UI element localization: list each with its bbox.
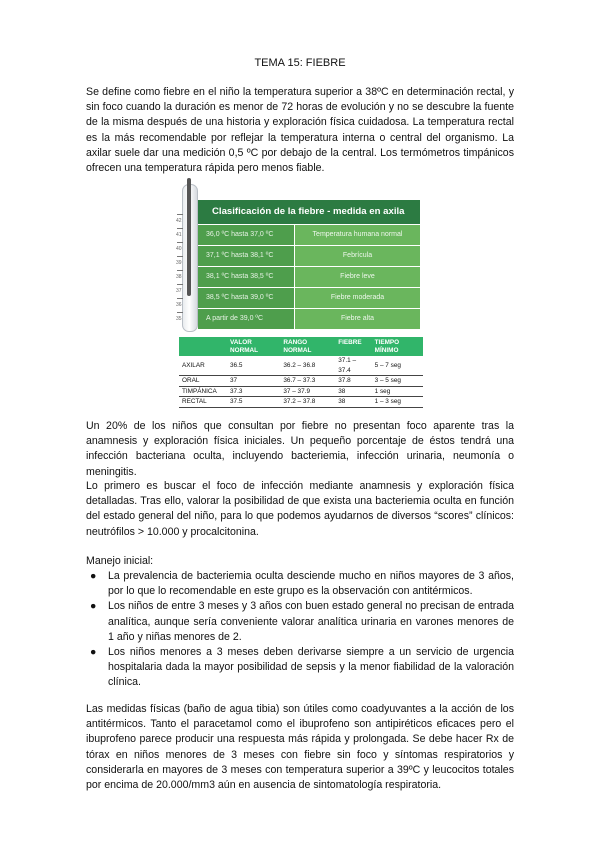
- page-title: TEMA 15: FIEBRE: [254, 57, 346, 69]
- table-cell: 38: [335, 397, 371, 408]
- classification-row: [198, 308, 420, 329]
- fever-classification-figure: [176, 178, 420, 332]
- table-cell: 37: [227, 376, 280, 387]
- table-cell: ORAL: [179, 376, 227, 387]
- occult-infection-paragraph: Un 20% de los niños que consultan por fiebre no presentan foco aparente tras la anamnesis y exploración física iniciales. Un pequeño porcentaje de éstos tendrá una infección bacteriana oculta, incluyendo bacteriemia, infección urinaria, neumonía o meningitis.: [86, 420, 514, 478]
- table-row: [179, 376, 423, 387]
- table-cell: 37.1 – 37.4: [335, 356, 371, 376]
- column-header: TIEMPO MÍNIMO: [372, 337, 423, 356]
- table-cell: AXILAR: [179, 356, 227, 376]
- table-cell: 37.2 – 37.8: [280, 397, 335, 408]
- table-header-row: [179, 337, 423, 356]
- table-cell: 5 – 7 seg: [372, 356, 423, 376]
- range-cell: 38,1 ºC hasta 38,5 ºC: [198, 267, 294, 287]
- table-row: [179, 386, 423, 397]
- table-cell: 37.8: [335, 376, 371, 387]
- column-header: VALOR NORMAL: [227, 337, 280, 356]
- physical-measures-paragraph: Las medidas físicas (baño de agua tibia) son útiles como coadyuvantes a la acción de los antitérmicos. Tanto el paracetamol como el ibuprofeno son antipiréticos eficaces pero el ibuprofeno parece producir una respuesta más rápida y prolongada. Se debe hacer Rx de tórax en niños menores de 3 meses con fiebre sin foco y síntomas respiratorios y considerarla en mayores de 3 meses con temperatura superior a 39ºC y leucocitos totales por encima de 20.000/mm3 aún en ausencia de sintomatología respiratoria.: [86, 703, 514, 792]
- classification-table: [198, 200, 420, 329]
- bullet-icon: ●: [90, 600, 97, 613]
- management-heading: Manejo inicial:: [86, 555, 154, 567]
- range-cell: 38,5 ºC hasta 39,0 ºC: [198, 288, 294, 308]
- table-cell: 3 – 5 seg: [372, 376, 423, 387]
- table-cell: 37.5: [227, 397, 280, 408]
- bullet-icon: ●: [90, 646, 97, 659]
- column-header: [179, 337, 227, 356]
- label-cell: Temperatura humana normal: [294, 225, 420, 245]
- range-cell: 37,1 ºC hasta 38,1 ºC: [198, 246, 294, 266]
- table-cell: 37.3: [227, 386, 280, 397]
- list-item: ● Los niños de entre 3 meses y 3 años con buen estado general no precisan de entrada analítica, aunque sería conveniente valorar analítica urinaria en varones menores de 1 año y niñas menores de 2.: [90, 600, 514, 643]
- table-cell: 38: [335, 386, 371, 397]
- table-cell: 36.7 – 37.3: [280, 376, 335, 387]
- classification-row: [198, 245, 420, 266]
- intro-paragraph: Se define como fiebre en el niño la temperatura superior a 38ºC en determinación rectal, y sin foco cuando la duración es menor de 72 horas de evolución y no se descubre la fuente de la misma después de una historia y exploración física cuidadosa. La temperatura rectal es la más recomendable por reflejar la temperatura interna o central del organismo. La axilar suele dar una medición 0,5 ºC por debajo de la central. Los termómetros timpánicos ofrecen una temperatura rápida pero menos fiable.: [86, 86, 514, 175]
- column-header: RANGO NORMAL: [280, 337, 335, 356]
- classification-row: [198, 266, 420, 287]
- column-header: FIEBRE: [335, 337, 371, 356]
- table-cell: 1 seg: [372, 386, 423, 397]
- list-item: ● Los niños menores a 3 meses deben derivarse siempre a un servicio de urgencia hospitalaria dada la mayor posibilidad de sepsis y la menor fiabilidad de la valoración clínica.: [90, 646, 514, 689]
- classification-row: [198, 224, 420, 245]
- table-cell: RECTAL: [179, 397, 227, 408]
- range-cell: 36,0 ºC hasta 37,0 ºC: [198, 225, 294, 245]
- table-cell: 36.2 – 36.8: [280, 356, 335, 376]
- table-cell: 36.5: [227, 356, 280, 376]
- classification-row: [198, 287, 420, 308]
- label-cell: Fiebre leve: [294, 267, 420, 287]
- list-item: ● La prevalencia de bacteriemia oculta desciende mucho en niños mayores de 3 años, por lo que lo recomendable en este grupo es la observación con antitérmicos.: [90, 570, 514, 598]
- classification-header: Clasificación de la fiebre - medida en axila: [198, 200, 420, 224]
- table-cell: 37 – 37.9: [280, 386, 335, 397]
- label-cell: Febrícula: [294, 246, 420, 266]
- table-row: [179, 397, 423, 408]
- focus-search-paragraph: Lo primero es buscar el foco de infección mediante anamnesis y exploración física detalladas. Tras ello, valorar la posibilidad de que exista una bacteriemia oculta en función del estado general del niño, para lo que podemos ayudarnos de diversos “scores” clínicos: neutrófilos > 10.000 y procalcitonina.: [86, 480, 514, 538]
- range-cell: A partir de 39,0 ºC: [198, 309, 294, 329]
- table-row: [179, 356, 423, 376]
- label-cell: Fiebre alta: [294, 309, 420, 329]
- thermometer-icon: 42 41 40 39 38 37 36 35: [176, 178, 204, 332]
- label-cell: Fiebre moderada: [294, 288, 420, 308]
- management-list: [86, 569, 514, 691]
- table-cell: 1 – 3 seg: [372, 397, 423, 408]
- bullet-icon: ●: [90, 570, 97, 582]
- temperature-values-table: [179, 337, 423, 408]
- table-cell: TIMPÁNICA: [179, 386, 227, 397]
